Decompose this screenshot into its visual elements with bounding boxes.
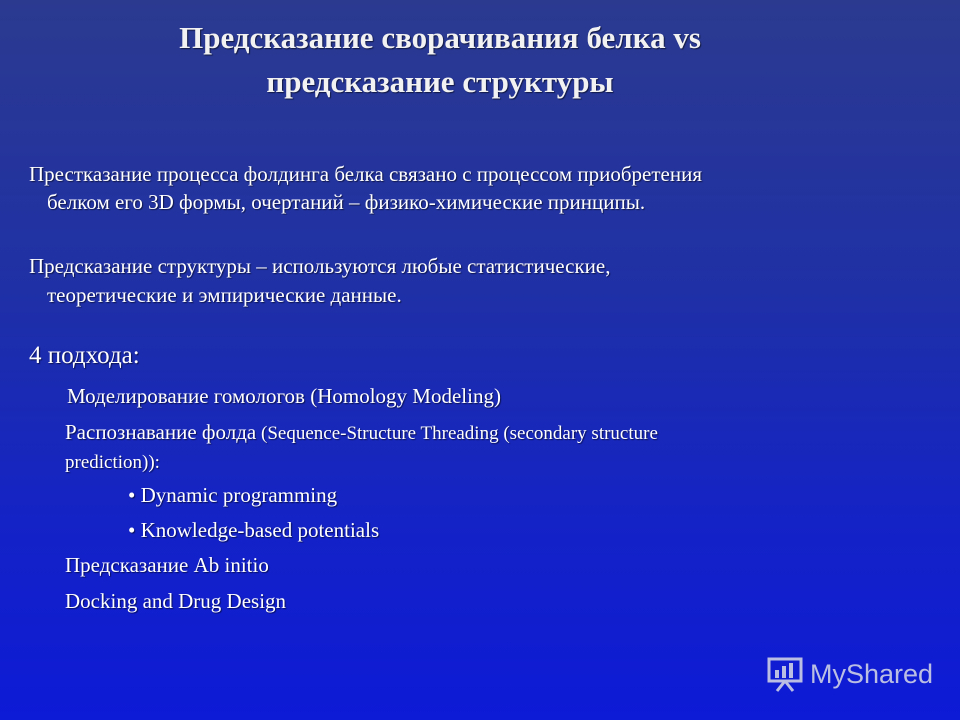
- approaches-heading: 4 подхода:: [29, 342, 140, 369]
- presentation-board-icon: [766, 655, 804, 693]
- paragraph-structure-line2: теоретические и эмпирические данные.: [47, 283, 402, 307]
- approach-fold-recognition-en: (Sequence-Structure Threading (secondary structure: [256, 423, 658, 444]
- approach-fold-recognition-ru: Распознавание фолда: [65, 420, 257, 444]
- watermark-text: MyShared: [810, 658, 934, 689]
- slide-title-line1: Предсказание сворачивания белка vs: [179, 20, 701, 55]
- paragraph-folding-line1: Престказание процесса фолдинга белка связано с процессом приобретения: [29, 162, 702, 186]
- watermark-logo: [766, 655, 933, 693]
- paragraph-structure-line1: Предсказание структуры – используются любые статистические,: [29, 254, 611, 278]
- approach-fold-recognition: [65, 420, 658, 445]
- sub-dynamic-programming: • Dynamic programming: [128, 483, 338, 507]
- approach-fold-recognition-line2: prediction)):: [65, 452, 160, 473]
- paragraph-folding-line2: белком его 3D формы, очертаний – физико-химические принципы.: [47, 190, 646, 214]
- approach-homology-modeling: Моделирование гомологов (Homology Modeling): [67, 384, 501, 408]
- slide-title-line2: предсказание структуры: [266, 64, 614, 99]
- sub-knowledge-based-potentials: • Knowledge-based potentials: [128, 518, 380, 542]
- approach-ab-initio: Предсказание Ab initio: [65, 553, 269, 577]
- approach-docking: Docking and Drug Design: [65, 589, 287, 613]
